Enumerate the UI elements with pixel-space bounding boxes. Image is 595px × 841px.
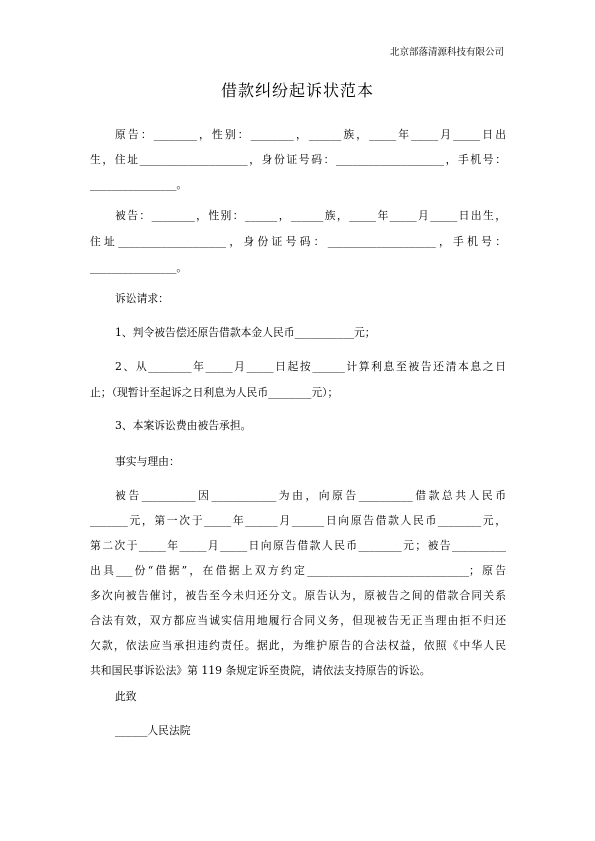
defendant-line-1: 被告：________，性别：______，______族，_____年_____月_____日出生， bbox=[115, 209, 506, 222]
plaintiff-section bbox=[90, 128, 506, 192]
claims-heading-text: 诉讼请求： bbox=[115, 292, 169, 305]
claim-1-text: 1、判令被告偿还原告借款本金人民币___________元； bbox=[115, 326, 376, 339]
closing bbox=[90, 690, 506, 704]
company-header: 北京部落清源科技有限公司 bbox=[389, 47, 504, 58]
court-name: ______人民法院 bbox=[115, 724, 191, 737]
court-addressee bbox=[90, 724, 506, 738]
claim-1 bbox=[90, 326, 506, 340]
claim-2 bbox=[90, 360, 506, 400]
facts-heading bbox=[90, 455, 506, 469]
plaintiff-line-3: ________________。 bbox=[90, 178, 188, 191]
facts-section bbox=[90, 489, 506, 678]
facts-line-1: 被告__________因____________为由，向原告__________借款总共人民币 bbox=[115, 489, 506, 502]
claim-3 bbox=[90, 419, 506, 433]
claims-heading bbox=[90, 292, 506, 306]
defendant-line-2: 住址____________________，身份证号码：____________________，手机号： bbox=[90, 235, 506, 248]
document-title: 借款纠纷起诉状范本 bbox=[220, 81, 374, 100]
claim-2-line-2: 止；（现暂计至起诉之日利息为人民币________元）； bbox=[90, 386, 339, 399]
claim-3-text: 3、本案诉讼费由被告承担。 bbox=[115, 419, 252, 432]
facts-line-2: _______元，第一次于_____年______月______日向原告借款人民币________元， bbox=[90, 514, 506, 527]
facts-line-6: 合法有效，双方都应当诚实信用地履行合同义务，但现被告无正当理由拒不归还 bbox=[90, 614, 506, 627]
defendant-line-3: ________________。 bbox=[90, 261, 188, 274]
facts-line-8: 共和国民事诉讼法》第 119 条规定诉至贵院，请依法支持原告的诉讼。 bbox=[90, 664, 431, 677]
closing-text: 此致 bbox=[115, 690, 137, 703]
defendant-section bbox=[90, 209, 506, 275]
facts-line-4: 出具___份“借据”，在借据上双方约定______________________________；原告 bbox=[90, 564, 506, 577]
plaintiff-line-2: 生，住址____________________，身份证号码：____________________，手机号： bbox=[90, 153, 506, 166]
claim-2-line-1: 2、从________年_____月_____日起按______计算利息至被告还清本息之日 bbox=[115, 360, 506, 373]
facts-line-5: 多次向被告催讨，被告至今未归还分文。原告认为，原被告之间的借款合同关系 bbox=[90, 589, 506, 602]
plaintiff-line-1: 原告：________，性别：________，______族，_____年_____月_____日出 bbox=[115, 128, 506, 141]
facts-heading-text: 事实与理由： bbox=[115, 455, 180, 468]
facts-line-3: 第二次于_____年_____月_____日向原告借款人民币________元；被告__________ bbox=[90, 539, 506, 552]
facts-line-7: 欠款，依法应当承担违约责任。据此，为维护原告的合法权益，依照《中华人民 bbox=[90, 639, 506, 652]
